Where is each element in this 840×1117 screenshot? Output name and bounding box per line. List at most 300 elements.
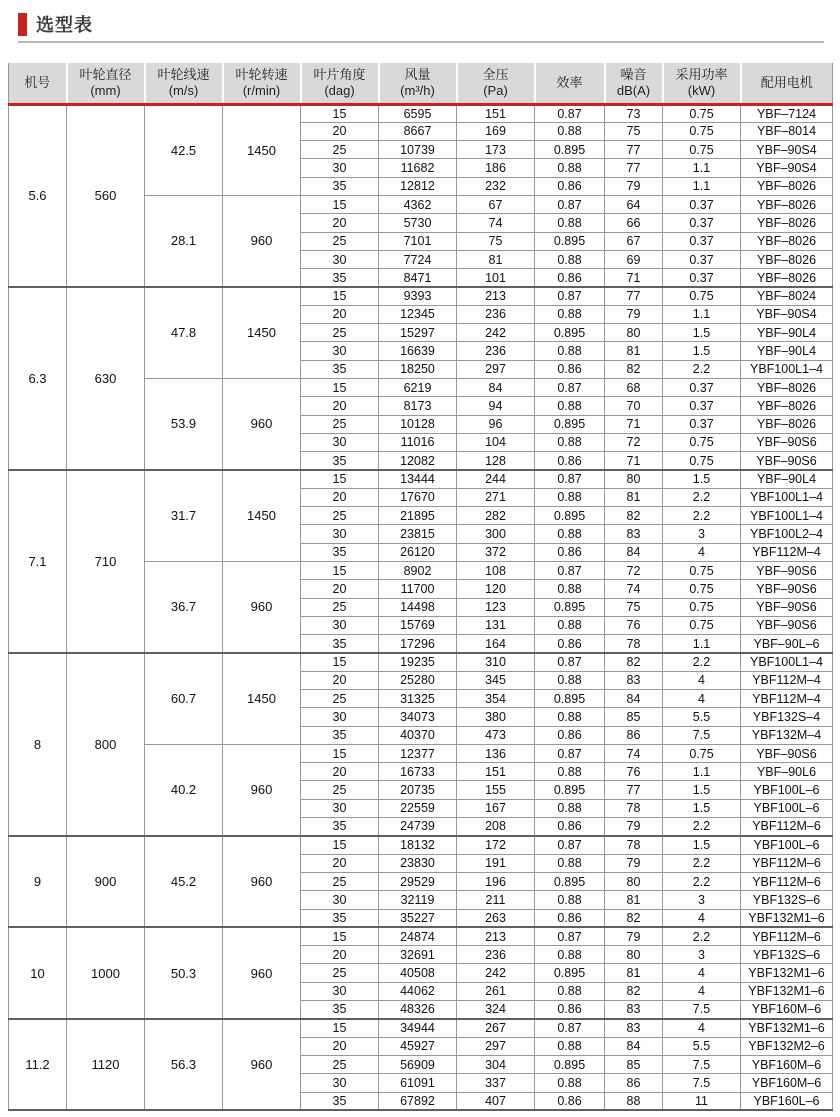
air-volume-cell: 17296 <box>379 635 457 653</box>
air-volume-cell: 10128 <box>379 415 457 433</box>
power-cell: 1.5 <box>663 836 741 854</box>
power-cell: 0.75 <box>663 104 741 122</box>
motor-cell: YBF–8026 <box>741 269 833 287</box>
table-row <box>9 836 833 854</box>
column-header-6: 全压 (Pa) <box>457 63 535 104</box>
blade-angle-cell: 25 <box>301 324 379 342</box>
pressure-cell: 282 <box>457 507 535 525</box>
efficiency-cell: 0.87 <box>535 561 605 579</box>
air-volume-cell: 22559 <box>379 799 457 817</box>
pressure-cell: 242 <box>457 964 535 982</box>
noise-cell: 78 <box>605 799 663 817</box>
noise-cell: 79 <box>605 818 663 836</box>
noise-cell: 64 <box>605 195 663 213</box>
pressure-cell: 310 <box>457 653 535 671</box>
noise-cell: 70 <box>605 397 663 415</box>
blade-angle-cell: 25 <box>301 141 379 159</box>
pressure-cell: 172 <box>457 836 535 854</box>
air-volume-cell: 32691 <box>379 946 457 964</box>
efficiency-cell: 0.88 <box>535 891 605 909</box>
pressure-cell: 372 <box>457 543 535 561</box>
blade-angle-cell: 35 <box>301 543 379 561</box>
power-cell: 0.75 <box>663 122 741 140</box>
noise-cell: 83 <box>605 671 663 689</box>
noise-cell: 80 <box>605 872 663 890</box>
motor-cell: YBF–90S4 <box>741 159 833 177</box>
motor-cell: YBF–8014 <box>741 122 833 140</box>
efficiency-cell: 0.88 <box>535 214 605 232</box>
air-volume-cell: 12082 <box>379 452 457 470</box>
pressure-cell: 213 <box>457 927 535 945</box>
efficiency-cell: 0.895 <box>535 598 605 616</box>
efficiency-cell: 0.88 <box>535 1037 605 1055</box>
air-volume-cell: 7724 <box>379 250 457 268</box>
noise-cell: 82 <box>605 982 663 1000</box>
line-speed-cell: 28.1 <box>145 195 223 286</box>
air-volume-cell: 8902 <box>379 561 457 579</box>
table-header-row <box>9 63 833 104</box>
noise-cell: 84 <box>605 690 663 708</box>
table-row <box>9 1019 833 1037</box>
column-header-3: 叶轮转速 (r/min) <box>223 63 301 104</box>
pressure-cell: 244 <box>457 470 535 488</box>
motor-cell: YBF100L1–4 <box>741 653 833 671</box>
air-volume-cell: 44062 <box>379 982 457 1000</box>
efficiency-cell: 0.86 <box>535 177 605 195</box>
air-volume-cell: 56909 <box>379 1055 457 1073</box>
air-volume-cell: 7101 <box>379 232 457 250</box>
noise-cell: 77 <box>605 781 663 799</box>
power-cell: 0.75 <box>663 452 741 470</box>
blade-angle-cell: 30 <box>301 433 379 451</box>
motor-cell: YBF100L1–4 <box>741 360 833 378</box>
noise-cell: 72 <box>605 433 663 451</box>
pressure-cell: 196 <box>457 872 535 890</box>
blade-angle-cell: 20 <box>301 1037 379 1055</box>
efficiency-cell: 0.86 <box>535 1001 605 1019</box>
blade-angle-cell: 30 <box>301 708 379 726</box>
pressure-cell: 151 <box>457 104 535 122</box>
power-cell: 0.75 <box>663 561 741 579</box>
column-header-2: 叶轮线速 (m/s) <box>145 63 223 104</box>
table-row <box>9 653 833 671</box>
noise-cell: 74 <box>605 744 663 762</box>
air-volume-cell: 35227 <box>379 909 457 927</box>
blade-angle-cell: 25 <box>301 1055 379 1073</box>
power-cell: 4 <box>663 982 741 1000</box>
noise-cell: 79 <box>605 854 663 872</box>
title-divider <box>18 41 824 43</box>
blade-angle-cell: 35 <box>301 635 379 653</box>
efficiency-cell: 0.86 <box>535 818 605 836</box>
table-row <box>9 927 833 945</box>
blade-angle-cell: 35 <box>301 1001 379 1019</box>
blade-angle-cell: 15 <box>301 744 379 762</box>
column-header-4: 叶片角度 (dag) <box>301 63 379 104</box>
efficiency-cell: 0.87 <box>535 653 605 671</box>
noise-cell: 71 <box>605 452 663 470</box>
power-cell: 1.5 <box>663 781 741 799</box>
noise-cell: 81 <box>605 342 663 360</box>
pressure-cell: 337 <box>457 1074 535 1092</box>
rpm-cell: 1450 <box>223 653 301 744</box>
power-cell: 4 <box>663 964 741 982</box>
air-volume-cell: 15769 <box>379 616 457 634</box>
pressure-cell: 267 <box>457 1019 535 1037</box>
pressure-cell: 236 <box>457 305 535 323</box>
motor-cell: YBF160M–6 <box>741 1074 833 1092</box>
model-cell: 9 <box>9 836 67 927</box>
air-volume-cell: 40508 <box>379 964 457 982</box>
power-cell: 4 <box>663 690 741 708</box>
noise-cell: 88 <box>605 1092 663 1110</box>
noise-cell: 85 <box>605 1055 663 1073</box>
efficiency-cell: 0.86 <box>535 635 605 653</box>
rpm-cell: 1450 <box>223 470 301 561</box>
efficiency-cell: 0.87 <box>535 836 605 854</box>
motor-cell: YBF–90S4 <box>741 305 833 323</box>
motor-cell: YBF–8024 <box>741 287 833 305</box>
noise-cell: 79 <box>605 927 663 945</box>
efficiency-cell: 0.895 <box>535 872 605 890</box>
air-volume-cell: 24739 <box>379 818 457 836</box>
motor-cell: YBF132M1–6 <box>741 982 833 1000</box>
pressure-cell: 186 <box>457 159 535 177</box>
diameter-cell: 1000 <box>67 927 145 1018</box>
noise-cell: 81 <box>605 891 663 909</box>
diameter-cell: 630 <box>67 287 145 470</box>
air-volume-cell: 17670 <box>379 488 457 506</box>
noise-cell: 77 <box>605 287 663 305</box>
motor-cell: YBF–90S6 <box>741 598 833 616</box>
pressure-cell: 236 <box>457 946 535 964</box>
noise-cell: 77 <box>605 141 663 159</box>
air-volume-cell: 9393 <box>379 287 457 305</box>
motor-cell: YBF–90S6 <box>741 433 833 451</box>
motor-cell: YBF–90L–6 <box>741 635 833 653</box>
efficiency-cell: 0.86 <box>535 726 605 744</box>
efficiency-cell: 0.86 <box>535 1092 605 1110</box>
power-cell: 4 <box>663 543 741 561</box>
noise-cell: 86 <box>605 1074 663 1092</box>
motor-cell: YBF–90S6 <box>741 744 833 762</box>
efficiency-cell: 0.86 <box>535 909 605 927</box>
pressure-cell: 84 <box>457 378 535 396</box>
model-cell: 5.6 <box>9 104 67 287</box>
power-cell: 0.37 <box>663 415 741 433</box>
blade-angle-cell: 20 <box>301 580 379 598</box>
blade-angle-cell: 30 <box>301 525 379 543</box>
noise-cell: 82 <box>605 653 663 671</box>
power-cell: 1.1 <box>663 635 741 653</box>
power-cell: 4 <box>663 909 741 927</box>
motor-cell: YBF112M–4 <box>741 690 833 708</box>
noise-cell: 77 <box>605 159 663 177</box>
model-cell: 8 <box>9 653 67 836</box>
line-speed-cell: 60.7 <box>145 653 223 744</box>
blade-angle-cell: 25 <box>301 232 379 250</box>
pressure-cell: 151 <box>457 763 535 781</box>
line-speed-cell: 50.3 <box>145 927 223 1018</box>
motor-cell: YBF–8026 <box>741 195 833 213</box>
blade-angle-cell: 25 <box>301 598 379 616</box>
blade-angle-cell: 35 <box>301 909 379 927</box>
power-cell: 4 <box>663 671 741 689</box>
motor-cell: YBF112M–6 <box>741 927 833 945</box>
air-volume-cell: 34073 <box>379 708 457 726</box>
blade-angle-cell: 20 <box>301 305 379 323</box>
blade-angle-cell: 35 <box>301 726 379 744</box>
motor-cell: YBF112M–6 <box>741 872 833 890</box>
power-cell: 5.5 <box>663 1037 741 1055</box>
power-cell: 2.2 <box>663 507 741 525</box>
pressure-cell: 297 <box>457 360 535 378</box>
blade-angle-cell: 15 <box>301 470 379 488</box>
pressure-cell: 67 <box>457 195 535 213</box>
motor-cell: YBF–7124 <box>741 104 833 122</box>
blade-angle-cell: 30 <box>301 250 379 268</box>
blade-angle-cell: 25 <box>301 690 379 708</box>
pressure-cell: 104 <box>457 433 535 451</box>
blade-angle-cell: 20 <box>301 763 379 781</box>
air-volume-cell: 18132 <box>379 836 457 854</box>
blade-angle-cell: 15 <box>301 287 379 305</box>
motor-cell: YBF132S–4 <box>741 708 833 726</box>
rpm-cell: 960 <box>223 561 301 652</box>
motor-cell: YBF112M–6 <box>741 854 833 872</box>
air-volume-cell: 21895 <box>379 507 457 525</box>
blade-angle-cell: 35 <box>301 1092 379 1110</box>
air-volume-cell: 23830 <box>379 854 457 872</box>
pressure-cell: 261 <box>457 982 535 1000</box>
power-cell: 5.5 <box>663 708 741 726</box>
pressure-cell: 271 <box>457 488 535 506</box>
line-speed-cell: 40.2 <box>145 744 223 835</box>
noise-cell: 86 <box>605 726 663 744</box>
air-volume-cell: 12812 <box>379 177 457 195</box>
pressure-cell: 211 <box>457 891 535 909</box>
noise-cell: 81 <box>605 964 663 982</box>
pressure-cell: 75 <box>457 232 535 250</box>
efficiency-cell: 0.88 <box>535 525 605 543</box>
efficiency-cell: 0.895 <box>535 964 605 982</box>
air-volume-cell: 15297 <box>379 324 457 342</box>
power-cell: 1.5 <box>663 470 741 488</box>
blade-angle-cell: 15 <box>301 195 379 213</box>
efficiency-cell: 0.895 <box>535 781 605 799</box>
power-cell: 1.1 <box>663 305 741 323</box>
noise-cell: 84 <box>605 543 663 561</box>
noise-cell: 72 <box>605 561 663 579</box>
blade-angle-cell: 25 <box>301 507 379 525</box>
noise-cell: 73 <box>605 104 663 122</box>
air-volume-cell: 32119 <box>379 891 457 909</box>
pressure-cell: 123 <box>457 598 535 616</box>
pressure-cell: 96 <box>457 415 535 433</box>
motor-cell: YBF100L1–4 <box>741 507 833 525</box>
power-cell: 0.37 <box>663 378 741 396</box>
blade-angle-cell: 25 <box>301 415 379 433</box>
pressure-cell: 167 <box>457 799 535 817</box>
air-volume-cell: 29529 <box>379 872 457 890</box>
motor-cell: YBF–8026 <box>741 250 833 268</box>
efficiency-cell: 0.88 <box>535 397 605 415</box>
rpm-cell: 960 <box>223 1019 301 1110</box>
blade-angle-cell: 30 <box>301 799 379 817</box>
power-cell: 3 <box>663 525 741 543</box>
pressure-cell: 263 <box>457 909 535 927</box>
model-cell: 10 <box>9 927 67 1018</box>
power-cell: 0.37 <box>663 250 741 268</box>
blade-angle-cell: 20 <box>301 946 379 964</box>
pressure-cell: 94 <box>457 397 535 415</box>
efficiency-cell: 0.87 <box>535 470 605 488</box>
efficiency-cell: 0.88 <box>535 671 605 689</box>
motor-cell: YBF–90L4 <box>741 470 833 488</box>
model-cell: 11.2 <box>9 1019 67 1110</box>
noise-cell: 69 <box>605 250 663 268</box>
noise-cell: 68 <box>605 378 663 396</box>
motor-cell: YBF112M–4 <box>741 543 833 561</box>
table-row <box>9 287 833 305</box>
power-cell: 0.75 <box>663 616 741 634</box>
air-volume-cell: 23815 <box>379 525 457 543</box>
pressure-cell: 407 <box>457 1092 535 1110</box>
air-volume-cell: 26120 <box>379 543 457 561</box>
pressure-cell: 354 <box>457 690 535 708</box>
efficiency-cell: 0.88 <box>535 122 605 140</box>
pressure-cell: 304 <box>457 1055 535 1073</box>
motor-cell: YBF–90S6 <box>741 452 833 470</box>
blade-angle-cell: 15 <box>301 1019 379 1037</box>
power-cell: 1.5 <box>663 799 741 817</box>
air-volume-cell: 14498 <box>379 598 457 616</box>
efficiency-cell: 0.88 <box>535 433 605 451</box>
column-header-1: 叶轮直径 (mm) <box>67 63 145 104</box>
power-cell: 4 <box>663 1019 741 1037</box>
efficiency-cell: 0.87 <box>535 104 605 122</box>
table-row <box>9 104 833 122</box>
air-volume-cell: 11700 <box>379 580 457 598</box>
efficiency-cell: 0.895 <box>535 1055 605 1073</box>
power-cell: 7.5 <box>663 1001 741 1019</box>
rpm-cell: 960 <box>223 378 301 469</box>
table-body <box>9 104 833 1110</box>
blade-angle-cell: 15 <box>301 927 379 945</box>
blade-angle-cell: 35 <box>301 177 379 195</box>
efficiency-cell: 0.88 <box>535 616 605 634</box>
motor-cell: YBF132M1–6 <box>741 1019 833 1037</box>
noise-cell: 78 <box>605 635 663 653</box>
column-header-7: 效率 <box>535 63 605 104</box>
rpm-cell: 960 <box>223 836 301 927</box>
blade-angle-cell: 15 <box>301 653 379 671</box>
air-volume-cell: 19235 <box>379 653 457 671</box>
diameter-cell: 800 <box>67 653 145 836</box>
noise-cell: 67 <box>605 232 663 250</box>
noise-cell: 71 <box>605 415 663 433</box>
efficiency-cell: 0.86 <box>535 543 605 561</box>
efficiency-cell: 0.88 <box>535 250 605 268</box>
motor-cell: YBF–8026 <box>741 415 833 433</box>
column-header-9: 采用功率 (kW) <box>663 63 741 104</box>
noise-cell: 82 <box>605 360 663 378</box>
blade-angle-cell: 20 <box>301 854 379 872</box>
power-cell: 2.2 <box>663 872 741 890</box>
power-cell: 0.75 <box>663 287 741 305</box>
blade-angle-cell: 35 <box>301 269 379 287</box>
motor-cell: YBF–8026 <box>741 232 833 250</box>
efficiency-cell: 0.88 <box>535 799 605 817</box>
efficiency-cell: 0.88 <box>535 305 605 323</box>
efficiency-cell: 0.86 <box>535 269 605 287</box>
power-cell: 0.37 <box>663 195 741 213</box>
air-volume-cell: 61091 <box>379 1074 457 1092</box>
noise-cell: 74 <box>605 580 663 598</box>
air-volume-cell: 8667 <box>379 122 457 140</box>
rpm-cell: 960 <box>223 195 301 286</box>
title-row <box>0 0 840 37</box>
air-volume-cell: 10739 <box>379 141 457 159</box>
noise-cell: 79 <box>605 177 663 195</box>
motor-cell: YBF160L–6 <box>741 1092 833 1110</box>
power-cell: 2.2 <box>663 653 741 671</box>
air-volume-cell: 48326 <box>379 1001 457 1019</box>
blade-angle-cell: 20 <box>301 122 379 140</box>
power-cell: 2.2 <box>663 360 741 378</box>
table-row <box>9 470 833 488</box>
blade-angle-cell: 30 <box>301 342 379 360</box>
air-volume-cell: 11682 <box>379 159 457 177</box>
blade-angle-cell: 25 <box>301 964 379 982</box>
noise-cell: 84 <box>605 1037 663 1055</box>
selection-table <box>8 63 833 1111</box>
power-cell: 0.37 <box>663 397 741 415</box>
line-speed-cell: 53.9 <box>145 378 223 469</box>
power-cell: 0.75 <box>663 744 741 762</box>
noise-cell: 75 <box>605 598 663 616</box>
line-speed-cell: 36.7 <box>145 561 223 652</box>
pressure-cell: 191 <box>457 854 535 872</box>
air-volume-cell: 6219 <box>379 378 457 396</box>
noise-cell: 79 <box>605 305 663 323</box>
pressure-cell: 128 <box>457 452 535 470</box>
air-volume-cell: 18250 <box>379 360 457 378</box>
pressure-cell: 300 <box>457 525 535 543</box>
motor-cell: YBF–90S6 <box>741 561 833 579</box>
power-cell: 7.5 <box>663 1055 741 1073</box>
pressure-cell: 131 <box>457 616 535 634</box>
motor-cell: YBF112M–4 <box>741 671 833 689</box>
pressure-cell: 297 <box>457 1037 535 1055</box>
efficiency-cell: 0.895 <box>535 690 605 708</box>
blade-angle-cell: 20 <box>301 214 379 232</box>
power-cell: 3 <box>663 891 741 909</box>
efficiency-cell: 0.87 <box>535 927 605 945</box>
motor-cell: YBF132M2–6 <box>741 1037 833 1055</box>
efficiency-cell: 0.87 <box>535 378 605 396</box>
pressure-cell: 155 <box>457 781 535 799</box>
efficiency-cell: 0.895 <box>535 324 605 342</box>
pressure-cell: 101 <box>457 269 535 287</box>
noise-cell: 82 <box>605 909 663 927</box>
power-cell: 1.1 <box>663 763 741 781</box>
air-volume-cell: 12377 <box>379 744 457 762</box>
motor-cell: YBF100L1–4 <box>741 488 833 506</box>
motor-cell: YBF132S–6 <box>741 946 833 964</box>
noise-cell: 76 <box>605 763 663 781</box>
noise-cell: 75 <box>605 122 663 140</box>
